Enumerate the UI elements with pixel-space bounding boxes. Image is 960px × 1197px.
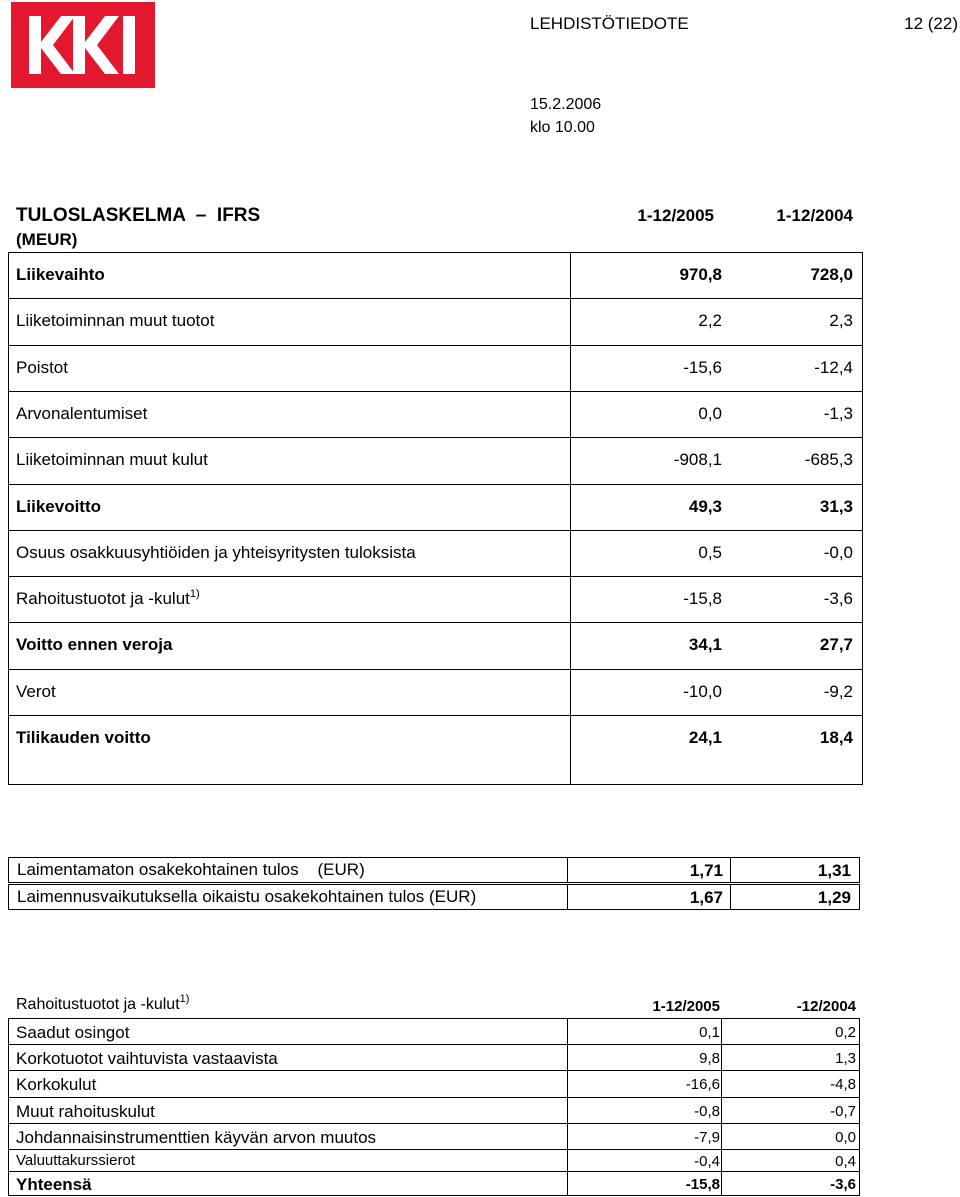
row-label: Liikevaihto [16, 265, 105, 284]
financial-label: Saadut osingot [16, 1023, 130, 1042]
value-2005: -15,8 [683, 589, 722, 609]
financial-value-2005: -16,6 [685, 1076, 720, 1093]
row-label: Tilikauden voitto [16, 728, 151, 747]
table-row [8, 576, 863, 622]
grid-line [567, 1018, 568, 1195]
value-2004: 27,7 [819, 635, 853, 655]
grid-line [8, 1195, 860, 1196]
financial-label: Valuuttakurssierot [16, 1152, 135, 1169]
table-row [8, 252, 863, 298]
eps-row [8, 857, 860, 883]
document-type: LEHDISTÖTIEDOTE [530, 14, 689, 33]
financial-row [8, 1149, 860, 1171]
value-2005: -10,0 [683, 681, 722, 701]
financial-row [8, 1018, 860, 1044]
row-divider [8, 530, 863, 531]
statement-title: TULOSLASKELMA – IFRS [16, 205, 261, 226]
financial-value-2005: -7,9 [694, 1129, 720, 1146]
value-2004: -3,6 [823, 589, 853, 609]
financial-value-2005: 9,8 [699, 1050, 720, 1067]
eps-label: Laimennusvaikutuksella oikaistu osakekohtainen tulos (EUR) [17, 887, 477, 906]
value-2005: -15,6 [683, 357, 722, 377]
value-2004: 728,0 [810, 265, 853, 284]
row-label: Voitto ennen veroja [16, 635, 173, 655]
value-2005: 970,8 [679, 265, 722, 284]
value-2005: 2,2 [698, 311, 722, 331]
table-row [8, 437, 863, 483]
table-row [8, 669, 863, 715]
value-2004: -9,2 [823, 681, 853, 701]
financial-value-2005: -15,8 [685, 1176, 720, 1193]
financial-row [8, 1123, 860, 1149]
table-row [8, 345, 863, 391]
column-header-2005: 1-12/2005 [637, 206, 714, 225]
financial-value-2004: -4,8 [830, 1076, 856, 1093]
eps-value-2005: 1,71 [689, 861, 723, 880]
table-row [8, 715, 863, 761]
row-divider [8, 669, 863, 670]
grid-line [8, 1097, 860, 1098]
eps-value-2004: 1,31 [817, 861, 851, 880]
row-label: Poistot [16, 357, 68, 377]
row-divider [8, 484, 863, 485]
page-number: 12 (22) [904, 14, 958, 33]
cell-divider [730, 885, 731, 909]
value-2004: 2,3 [829, 311, 853, 331]
financial-table-title: Rahoitustuotot ja -kulut$^{1)}$ [16, 993, 190, 1013]
financial-row [8, 1044, 860, 1070]
value-2004: 31,3 [819, 496, 853, 516]
value-2004: 18,4 [819, 728, 853, 747]
grid-line [8, 1018, 860, 1019]
value-2005: 0,5 [698, 542, 722, 562]
table-row [8, 622, 863, 668]
table-row [8, 530, 863, 576]
footnote-mark: 1) [189, 588, 200, 601]
grid-line [859, 1018, 860, 1195]
financial-value-2005: -0,4 [694, 1153, 720, 1170]
grid-line [8, 1149, 860, 1150]
value-2005: 49,3 [688, 496, 722, 516]
value-2005: -908,1 [673, 450, 722, 470]
financial-value-2005: 0,1 [699, 1024, 720, 1041]
row-label: Rahoitustuotot ja -kulut$^{1)}$ [16, 588, 200, 609]
row-label: Osuus osakkuusyhtiöiden ja yhteisyritysten tuloksista [16, 542, 416, 562]
eps-value-2005: 1,67 [689, 888, 723, 907]
cell-divider [567, 858, 568, 882]
cell-divider [567, 885, 568, 909]
row-divider [8, 298, 863, 299]
value-2005: 34,1 [688, 635, 722, 655]
statement-unit: (MEUR) [16, 230, 78, 249]
eps-row [8, 884, 860, 910]
row-divider [8, 391, 863, 392]
column-header-2004: 1-12/2004 [776, 206, 853, 225]
financial-value-2004: 0,0 [835, 1129, 856, 1146]
grid-line [8, 1123, 860, 1124]
row-divider [8, 622, 863, 623]
value-2004: -1,3 [823, 403, 853, 423]
financial-label: Muut rahoituskulut [16, 1102, 155, 1121]
financial-table-header [8, 994, 860, 1018]
value-2005: 24,1 [688, 728, 722, 747]
financial-value-2005: -0,8 [694, 1103, 720, 1120]
financial-value-2004: -0,7 [830, 1103, 856, 1120]
grid-line [8, 1044, 860, 1045]
value-2004: -685,3 [804, 450, 853, 470]
table-row [8, 298, 863, 344]
row-label: Liikevoitto [16, 496, 102, 516]
financial-label: Johdannaisinstrumenttien käyvän arvon muutos [16, 1128, 377, 1147]
table-row [8, 484, 863, 530]
grid-line [8, 1070, 860, 1071]
financial-row [8, 1097, 860, 1123]
release-time: klo 10.00 [530, 119, 595, 136]
cell-divider [730, 858, 731, 882]
row-label: Verot [16, 681, 56, 701]
grid-line [8, 1018, 9, 1195]
release-date: 15.2.2006 [530, 96, 602, 113]
row-divider [8, 715, 863, 716]
row-label: Arvonalentumiset [16, 403, 148, 423]
row-label: Liiketoiminnan muut kulut [16, 450, 208, 470]
eps-label: Laimentamaton osakekohtainen tulos (EUR) [17, 860, 365, 879]
row-divider [8, 345, 863, 346]
financial-label: Korkotuotot vaihtuvista vastaavista [16, 1049, 278, 1068]
financial-col-2004: -12/2004 [796, 998, 856, 1015]
grid-line [8, 1171, 860, 1172]
value-2004: -0,0 [823, 542, 853, 562]
company-logo [11, 2, 155, 88]
table-row [8, 391, 863, 437]
financial-value-2004: 0,4 [835, 1153, 856, 1170]
financial-value-2004: -3,6 [830, 1176, 856, 1193]
financial-row [8, 1171, 860, 1195]
grid-line [721, 1018, 722, 1195]
row-label: Liiketoiminnan muut tuotot [16, 311, 215, 331]
row-divider [8, 437, 863, 438]
financial-value-2004: 1,3 [835, 1050, 856, 1067]
financial-value-2004: 0,2 [835, 1024, 856, 1041]
eps-value-2004: 1,29 [817, 888, 851, 907]
financial-label: Korkokulut [16, 1075, 97, 1094]
financial-row [8, 1070, 860, 1097]
financial-col-2005: 1-12/2005 [652, 998, 720, 1015]
value-2004: -12,4 [814, 357, 853, 377]
row-divider [8, 576, 863, 577]
value-2005: 0,0 [698, 403, 722, 423]
financial-label: Yhteensä [16, 1175, 92, 1194]
